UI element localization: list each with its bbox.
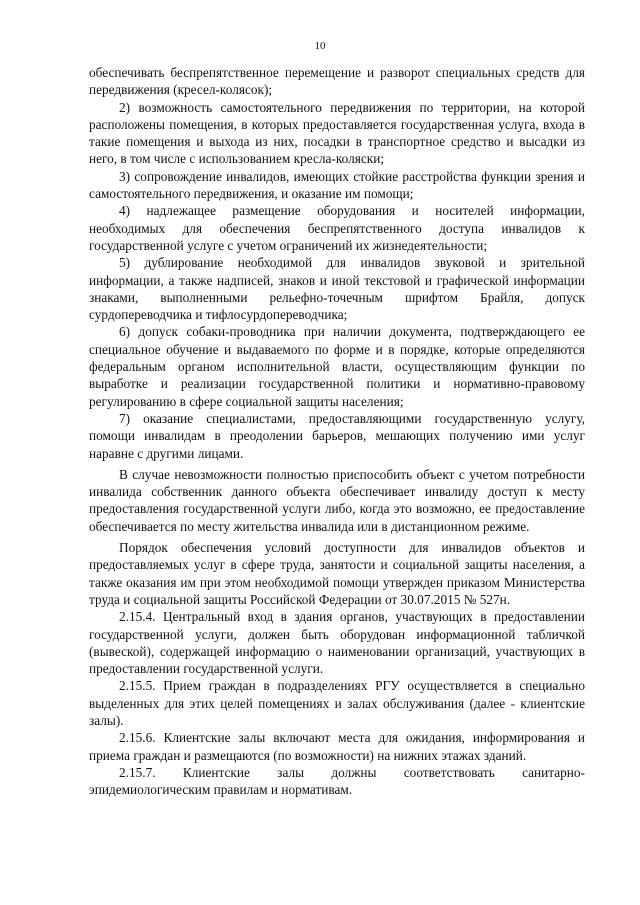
paragraph-item-7: 7) оказание специалистами, предоставляющими государственную услугу, помощи инвалидам в преодолении барьеров, мешающих получению ими услуг наравне с другими лицами. bbox=[89, 410, 585, 461]
paragraph-2-15-5: 2.15.5. Прием граждан в подразделениях РГУ осуществляется в специально выделенных для этих целей помещениях и залах обслуживания (далее - клиентские залы). bbox=[89, 678, 585, 728]
paragraph-continuation: обеспечивать беспрепятственное перемещение и разворот специальных средств для передвижения (кресел-колясок); bbox=[89, 65, 585, 98]
paragraph-accessibility-order: Порядок обеспечения условий доступности для инвалидов объектов и предоставляемых услуг в сфере труда, занятости и социальной защиты населения, а также оказания им при этом необходимой помощи утвержден приказом Министерства труда и социальной защиты Российской Федерации от 30.07.2015 № 527н. bbox=[89, 540, 585, 607]
paragraph-item-6: 6) допуск собаки-проводника при наличии документа, подтверждающего ее специальное обучение и выдаваемого по форме и в порядке, которые определяются федеральным органом исполнительной власти, осуществляющим функции по выработке и реализации государственной политики и нормативно-правовому регулированию в сфере социальной защиты населения; bbox=[89, 324, 585, 409]
paragraph-item-3: 3) сопровождение инвалидов, имеющих стойкие расстройства функции зрения и самостоятельного передвижения, и оказание им помощи; bbox=[89, 168, 585, 202]
paragraph-2-15-6: 2.15.6. Клиентские залы включают места для ожидания, информирования и приема граждан и размещаются (по возможности) на нижних этажах зданий. bbox=[89, 730, 585, 763]
paragraph-item-4: 4) надлежащее размещение оборудования и носителей информации, необходимых для обеспечения беспрепятственного доступа инвалидов к государственной услуге с учетом ограничений их жизнедеятельности; bbox=[89, 203, 585, 253]
paragraph-item-5: 5) дублирование необходимой для инвалидов звуковой и зрительной информации, а также надписей, знаков и иной текстовой и графической информации знаками, выполненными рельефно-точечным шрифтом Брайля, допуск сурдопереводчика и тифлосурдопереводчика; bbox=[89, 255, 585, 323]
paragraph-impossibility-case: В случае невозможности полностью приспособить объект с учетом потребности инвалида собственник данного объекта обеспечивает инвалиду доступ к месту предоставления государственной услуги либо, когда это возможно, ее предоставление обеспечивается по месту жительства инвалида или в дистанционном режиме. bbox=[89, 466, 585, 534]
document-body bbox=[89, 64, 585, 798]
page-number: 10 bbox=[314, 40, 326, 52]
paragraph-item-2: 2) возможность самостоятельного передвижения по территории, на которой расположены помещения, в которых предоставляется государственная услуга, входа в такие помещения и выхода из них, посадки в транспортное средство и высадки из него, в том числе с использованием кресла-коляски; bbox=[89, 99, 585, 167]
paragraph-2-15-7: 2.15.7. Клиентские залы должны соответствовать санитарно-эпидемиологическим правилам и нормативам. bbox=[89, 764, 585, 798]
paragraph-2-15-4: 2.15.4. Центральный вход в здания органов, участвующих в предоставлении государственной услуги, должен быть оборудован информационной табличкой (вывеской), содержащей информацию о наименовании организаций, участвующих в предоставлении государственной услуги. bbox=[89, 609, 585, 677]
